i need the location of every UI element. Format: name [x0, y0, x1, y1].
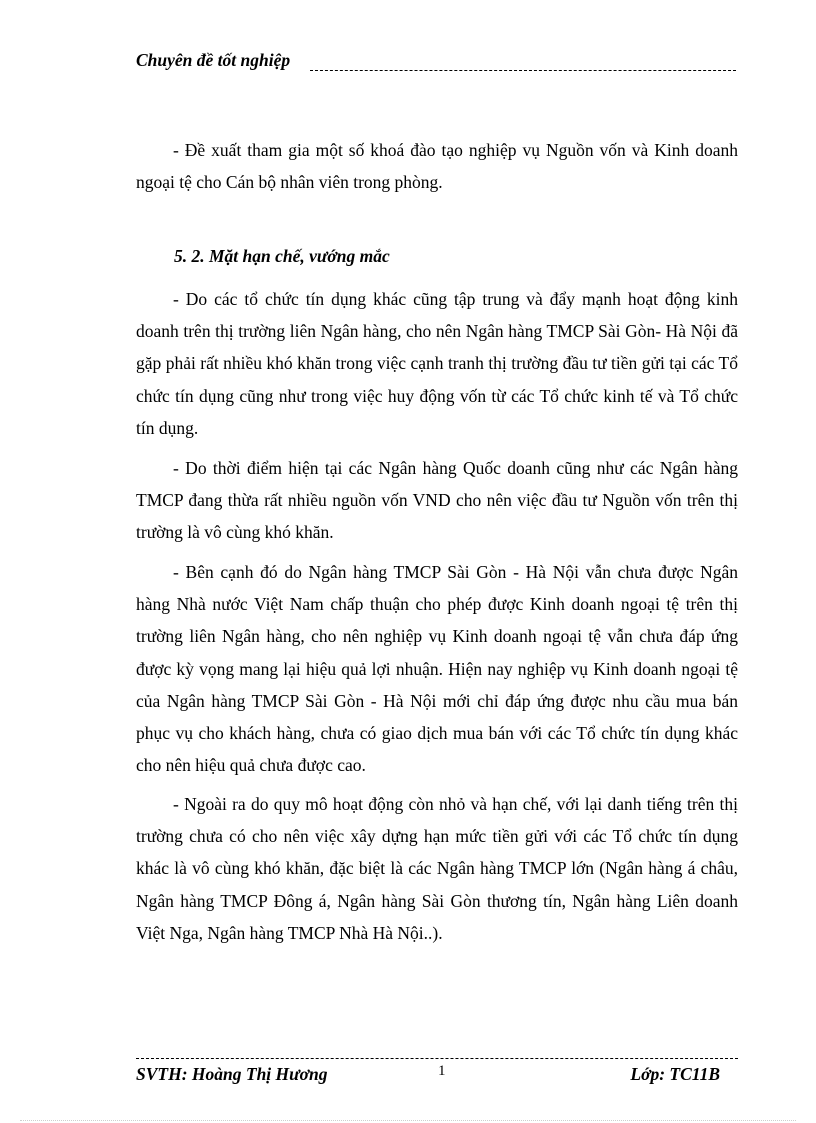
page-bottom-edge: [20, 1120, 796, 1121]
header-divider: [310, 70, 736, 71]
paragraph-forex-limits: - Bên cạnh đó do Ngân hàng TMCP Sài Gòn - Hà Nội vẫn chưa được Ngân hàng Nhà nước Việt Nam chấp thuận cho phép được Kinh doanh ngoại tệ trên thị trường liên Ngân hàng, cho nên nghiệp vụ Kinh doanh ngoại tệ vẫn chưa đáp ứng được kỳ vọng mang lại hiệu quả lợi nhuận. Hiện nay nghiệp vụ Kinh doanh ngoại tệ của Ngân hàng TMCP Sài Gòn - Hà Nội mới chỉ đáp ứng được nhu cầu mua bán phục vụ cho khách hàng, chưa có giao dịch mua bán với các Tổ chức tín dụng khác cho nên hiệu quả chưa được cao.: [136, 562, 738, 776]
paragraph-competition: - Do các tổ chức tín dụng khác cũng tập trung và đẩy mạnh hoạt động kinh doanh trên thị trường liên Ngân hàng, cho nên Ngân hàng TMCP Sài Gòn- Hà Nội đã gặp phải rất nhiều khó khăn trong việc cạnh tranh thị trường đầu tư tiền gửi tại các Tổ chức tín dụng cũng như trong việc huy động vốn từ các Tổ chức kinh tế và Tổ chức tín dụng.: [136, 289, 738, 438]
footer-divider: [136, 1058, 738, 1059]
paragraph-scale-reputation: - Ngoài ra do quy mô hoạt động còn nhỏ và hạn chế, với lại danh tiếng trên thị trường chưa có cho nên việc xây dựng hạn mức tiền gửi với các Tổ chức tín dụng khác là vô cùng khó khăn, đặc biệt là các Ngân hàng TMCP lớn (Ngân hàng á châu, Ngân hàng TMCP Đông á, Ngân hàng Sài Gòn thương tín, Ngân hàng Liên doanh Việt Nga, Ngân hàng TMCP Nhà Hà Nội..).: [136, 794, 738, 943]
paragraph-proposal: - Đề xuất tham gia một số khoá đào tạo nghiệp vụ Nguồn vốn và Kinh doanh ngoại tệ cho Cán bộ nhân viên trong phòng.: [136, 140, 738, 193]
document-header-title: Chuyên đề tốt nghiệp: [136, 50, 291, 70]
page-number: 1: [438, 1063, 446, 1079]
section-heading: 5. 2. Mặt hạn chế, vướng mắc: [174, 246, 390, 266]
footer-student-name: SVTH: Hoàng Thị Hương: [136, 1064, 328, 1084]
footer-class-label: Lớp: TC11B: [630, 1064, 720, 1084]
paragraph-vnd-surplus: - Do thời điểm hiện tại các Ngân hàng Quốc doanh cũng như các Ngân hàng TMCP đang thừa rất nhiều nguồn vốn VND cho nên việc đầu tư Nguồn vốn trên thị trường là vô cùng khó khăn.: [136, 458, 738, 543]
